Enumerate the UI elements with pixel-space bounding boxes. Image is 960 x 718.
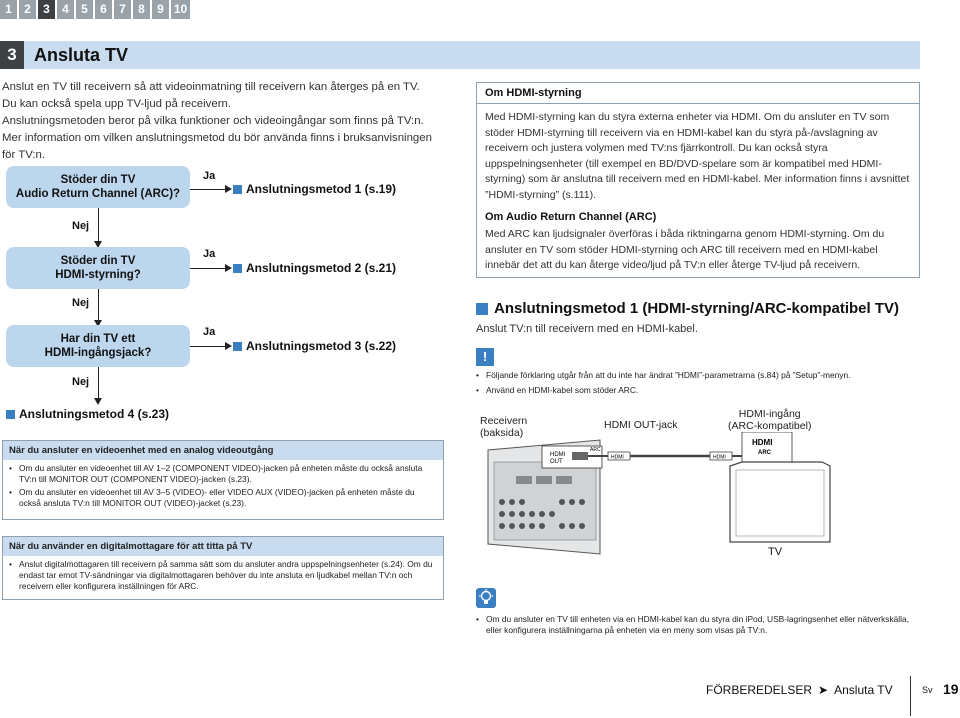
arc-title: Om Audio Return Channel (ARC) — [485, 211, 657, 223]
receiver-label-line: (baksida) — [480, 427, 524, 439]
question-line: Stöder din TV — [60, 255, 136, 267]
info-box — [476, 82, 920, 278]
square-bullet-icon — [233, 264, 242, 273]
warning-list — [476, 370, 920, 400]
tv-label: TV — [768, 546, 783, 558]
no-label-2: Nej — [72, 297, 90, 309]
section-title-bar — [0, 41, 920, 69]
hint-item: • Om du ansluter en TV till enheten via en HDMI-kabel kan du styra din iPod, USB-lagringsenhet eller nätverkskälla, eller konfigurera inställningarna på enheten via en meny som visas på TV:n. — [476, 614, 920, 636]
footer-divider — [910, 676, 911, 716]
question-line: Audio Return Channel (ARC)? — [15, 188, 181, 200]
note-analog-video — [2, 440, 444, 520]
intro-line: Mer information om vilken anslutningsmetod du bör använda finns i bruksanvisningen för TV:n. — [2, 132, 432, 161]
step-6[interactable]: 6 — [95, 0, 112, 19]
hint-icon — [476, 588, 496, 608]
square-bullet-icon — [233, 185, 242, 194]
step-1[interactable]: 1 — [0, 0, 17, 19]
question-line: HDMI-styrning? — [55, 269, 141, 281]
step-9[interactable]: 9 — [152, 0, 169, 19]
step-10[interactable]: 10 — [171, 0, 190, 19]
method-4-label: Anslutningsmetod 4 (s.23) — [19, 407, 170, 421]
hdmi-in-label-line: (ARC-kompatibel) — [728, 420, 812, 432]
step-3[interactable]: 3 — [38, 0, 55, 19]
tv-hdmi-callout — [742, 432, 792, 462]
yes-arrow-1 — [190, 189, 230, 190]
hdmi-plug-text-2: HDMI — [713, 454, 726, 461]
receiver-label-line: Receivern — [480, 415, 528, 427]
language-code: Sv — [922, 685, 933, 695]
divider — [477, 103, 919, 104]
method-1-link[interactable] — [233, 182, 396, 196]
no-label-1: Nej — [72, 220, 90, 232]
note-item: • Anslut digitalmottagaren till receivern på samma sätt som du ansluter andra uppspelningsenheter (s.24). Om du endast tar emot TV-sändningar via digitalmottagaren behöver du inte ansluta en ljudkabel mellan TV:n och receivern eller konfigurera inställningen för ARC. — [9, 559, 437, 592]
intro-line: Anslutningsmetoden beror på vilka funktioner och videoingångar som finns på TV:n. — [2, 115, 424, 127]
note-heading: När du använder en digitalmottagare för att titta på TV — [3, 537, 443, 556]
hdmi-in-label-line: HDMI-ingång — [738, 408, 801, 420]
question-line: Har din TV ett — [60, 333, 136, 345]
method-3-label: Anslutningsmetod 3 (s.22) — [246, 339, 397, 353]
step-4[interactable]: 4 — [57, 0, 74, 19]
yes-label-3: Ja — [203, 326, 216, 338]
no-label-3: Nej — [72, 376, 90, 388]
warning-item: • Följande förklaring utgår från att du inte har ändrat ”HDMI”-parametrarna (s.84) på ”Setup”-menyn. — [476, 370, 920, 381]
yes-label-2: Ja — [203, 248, 216, 260]
square-bullet-icon — [233, 342, 242, 351]
step-2[interactable]: 2 — [19, 0, 36, 19]
intro-text — [2, 79, 442, 164]
square-bullet-icon — [6, 410, 15, 419]
hdmi-out-label: HDMI OUT-jack — [604, 419, 678, 431]
tv-port-hdmi: HDMI — [752, 438, 773, 447]
question-arc — [6, 166, 190, 208]
note-heading: När du ansluter en videoenhet med en analog videoutgång — [3, 441, 443, 460]
yes-arrow-3 — [190, 346, 230, 347]
yes-arrow-2 — [190, 268, 230, 269]
breadcrumb-arrow-icon: ➤ — [818, 683, 829, 697]
hint-list — [476, 614, 920, 640]
warning-item: • Använd en HDMI-kabel som stöder ARC. — [476, 385, 920, 396]
hdmi-in-label — [728, 408, 811, 432]
arc-port-text: ARC — [590, 447, 601, 453]
step-8[interactable]: 8 — [133, 0, 150, 19]
square-bullet-icon — [476, 303, 488, 315]
arc-text: Med ARC kan ljudsignaler överföras i båda riktningarna genom HDMI-styrning. Om du ansluter en TV som stöder HDMI-styrning och ARC till receivern med en HDMI-kabel innebär det att du kan återge video/ljud på TV:n eller återge TV-ljud på receivern. — [485, 228, 885, 271]
no-arrow-1 — [98, 208, 99, 246]
method-3-link[interactable] — [233, 339, 396, 353]
note-item: • Om du ansluter en videoenhet till AV 3–5 (VIDEO)- eller VIDEO AUX (VIDEO)-jacken på enheten måste du också ansluta TV:n till MONITOR OUT (VIDEO)-jacket (s.23). — [9, 487, 437, 509]
hdmi-out-port-text-2: OUT — [550, 459, 563, 465]
warning-icon: ! — [476, 348, 494, 366]
hdmi-plug-text: HDMI — [611, 454, 624, 461]
no-arrow-3 — [98, 367, 99, 403]
intro-line: Anslut en TV till receivern så att videoinmatning till receivern kan återges på en TV. — [2, 81, 420, 93]
method-2-label: Anslutningsmetod 2 (s.21) — [246, 261, 397, 275]
note-item: • Om du ansluter en videoenhet till AV 1–2 (COMPONENT VIDEO)-jacken på enheten måste du också ansluta TV:n till MONITOR OUT (COMPONENT VIDEO)-jacken (s.23). — [9, 463, 437, 485]
note-digital-receiver — [2, 536, 444, 600]
tv-port-arc: ARC — [758, 450, 771, 456]
footer-section[interactable]: Ansluta TV — [834, 683, 893, 697]
method-1-subtitle: Anslut TV:n till receivern med en HDMI-kabel. — [476, 323, 698, 335]
page-number: 19 — [943, 681, 959, 697]
question-line: HDMI-ingångsjack? — [44, 347, 152, 359]
hdmi-control-title: Om HDMI-styrning — [485, 87, 582, 99]
step-nav — [0, 0, 190, 19]
method-1-title: Anslutningsmetod 1 (HDMI-styrning/ARC-kompatibel TV) — [494, 300, 899, 317]
yes-label-1: Ja — [203, 170, 216, 182]
intro-line: Du kan också spela upp TV-ljud på receivern. — [2, 98, 231, 110]
section-number: 3 — [0, 41, 24, 69]
footer-chapter[interactable]: FÖRBEREDELSER — [706, 683, 813, 697]
method-4-link[interactable] — [6, 407, 169, 421]
section-title: Ansluta TV — [34, 44, 129, 65]
connection-diagram — [480, 432, 920, 562]
step-5[interactable]: 5 — [76, 0, 93, 19]
tv-icon — [730, 462, 830, 542]
step-7[interactable]: 7 — [114, 0, 131, 19]
question-hdmi-input — [6, 325, 190, 367]
method-1-label: Anslutningsmetod 1 (s.19) — [246, 182, 397, 196]
lightbulb-icon — [476, 588, 496, 608]
footer-breadcrumb — [706, 683, 893, 697]
question-line: Stöder din TV — [60, 174, 136, 186]
no-arrow-2 — [98, 289, 99, 325]
hdmi-out-port-text: HDMI — [550, 452, 566, 458]
hdmi-control-text: Med HDMI-styrning kan du styra externa enheter via HDMI. Om du ansluter en TV som stöder HDMI-styrning till receivern via en HDMI-kabel kan du styra på-/avslagning av receivern och justera volymen med TV:ns fjärrkontroll. Du kan också styra uppspelningsenheter (till exempel en BD/DVD-spelare som är kompatibel med HDMI-styrning) som är anslutna till receivern med en HDMI-kabel. Mer information finns i avsnittet ”HDMI-styrning” (s.111). — [485, 111, 910, 201]
method-2-link[interactable] — [233, 261, 396, 275]
question-hdmi-control — [6, 247, 190, 289]
method-1-heading — [476, 300, 899, 317]
